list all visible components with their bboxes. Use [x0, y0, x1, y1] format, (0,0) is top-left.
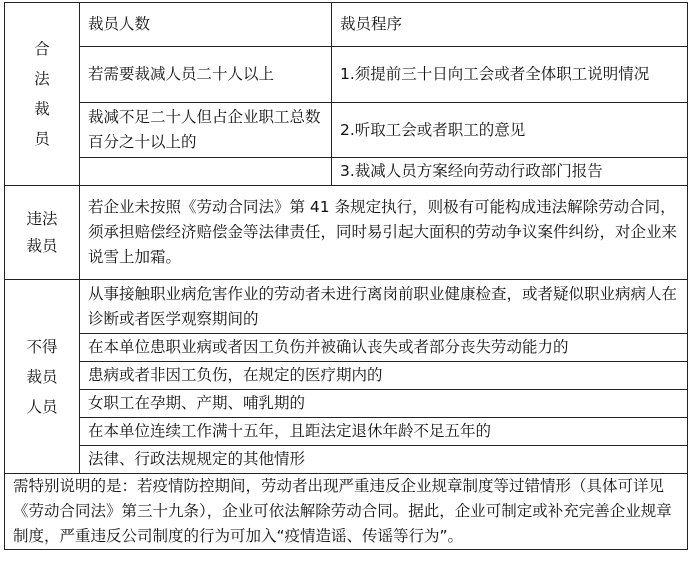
procedure-cell: 2.听取工会或者职工的意见 [332, 103, 688, 158]
prohibited-row [5, 390, 688, 418]
legal-header-row [5, 3, 688, 47]
procedure-cell: 3.裁减人员方案经向劳动行政部门报告 [332, 158, 688, 186]
illegal-category-cell [5, 186, 80, 280]
table-row [5, 158, 688, 186]
table-row [5, 103, 688, 158]
prohibited-category-cell [5, 280, 80, 474]
prohibited-row [5, 362, 688, 390]
prohibited-category-label: 不得裁员人员 [26, 337, 58, 416]
illegal-row [5, 186, 688, 280]
list-item: 从事接触职业病危害作业的劳动者未进行离岗前职业健康检查，或者疑似职业病病人在诊断或者医学观察期间的 [80, 280, 688, 334]
prohibited-row [5, 280, 688, 334]
special-note: 需特别说明的是：若疫情防控期间，劳动者出现严重违反企业规章制度等过错情形（具体可详见《劳动合同法》第三十九条），企业可依法解除劳动合同。据此，企业可制定或补充完善企业规章制度，严重违反公司制度的行为可加入“疫情造谣、传谣等行为”。 [5, 474, 688, 550]
list-item: 法律、行政法规规定的其他情形 [80, 446, 688, 474]
count-cell: 若需要裁减人员二十人以上 [80, 47, 332, 103]
list-item: 女职工在孕期、产期、哺乳期的 [80, 390, 688, 418]
procedure-cell: 1.须提前三十日向工会或者全体职工说明情况 [332, 47, 688, 103]
illegal-description: 若企业未按照《劳动合同法》第 41 条规定执行，则极有可能构成违法解除劳动合同，须承担赔偿经济赔偿金等法律责任，同时易引起大面积的劳动争议案件纠纷，对企业来说雪上加霜。 [80, 186, 688, 280]
count-header: 裁员人数 [80, 3, 332, 47]
illegal-category-label: 违法裁员 [26, 209, 58, 255]
legal-category-label: 合法裁员 [34, 40, 50, 148]
prohibited-row [5, 334, 688, 362]
count-cell [80, 158, 332, 186]
table-row [5, 47, 688, 103]
prohibited-row [5, 446, 688, 474]
list-item: 在本单位患职业病或者因工负伤并被确认丧失或者部分丧失劳动能力的 [80, 334, 688, 362]
note-row [5, 474, 688, 550]
list-item: 在本单位连续工作满十五年，且距法定退休年龄不足五年的 [80, 418, 688, 446]
list-item: 患病或者非因工负伤，在规定的医疗期内的 [80, 362, 688, 390]
legal-category-cell [5, 3, 80, 186]
prohibited-row [5, 418, 688, 446]
count-cell: 裁减不足二十人但占企业职工总数百分之十以上的 [80, 103, 332, 158]
procedure-header: 裁员程序 [332, 3, 688, 47]
layoff-rules-table [4, 2, 688, 550]
